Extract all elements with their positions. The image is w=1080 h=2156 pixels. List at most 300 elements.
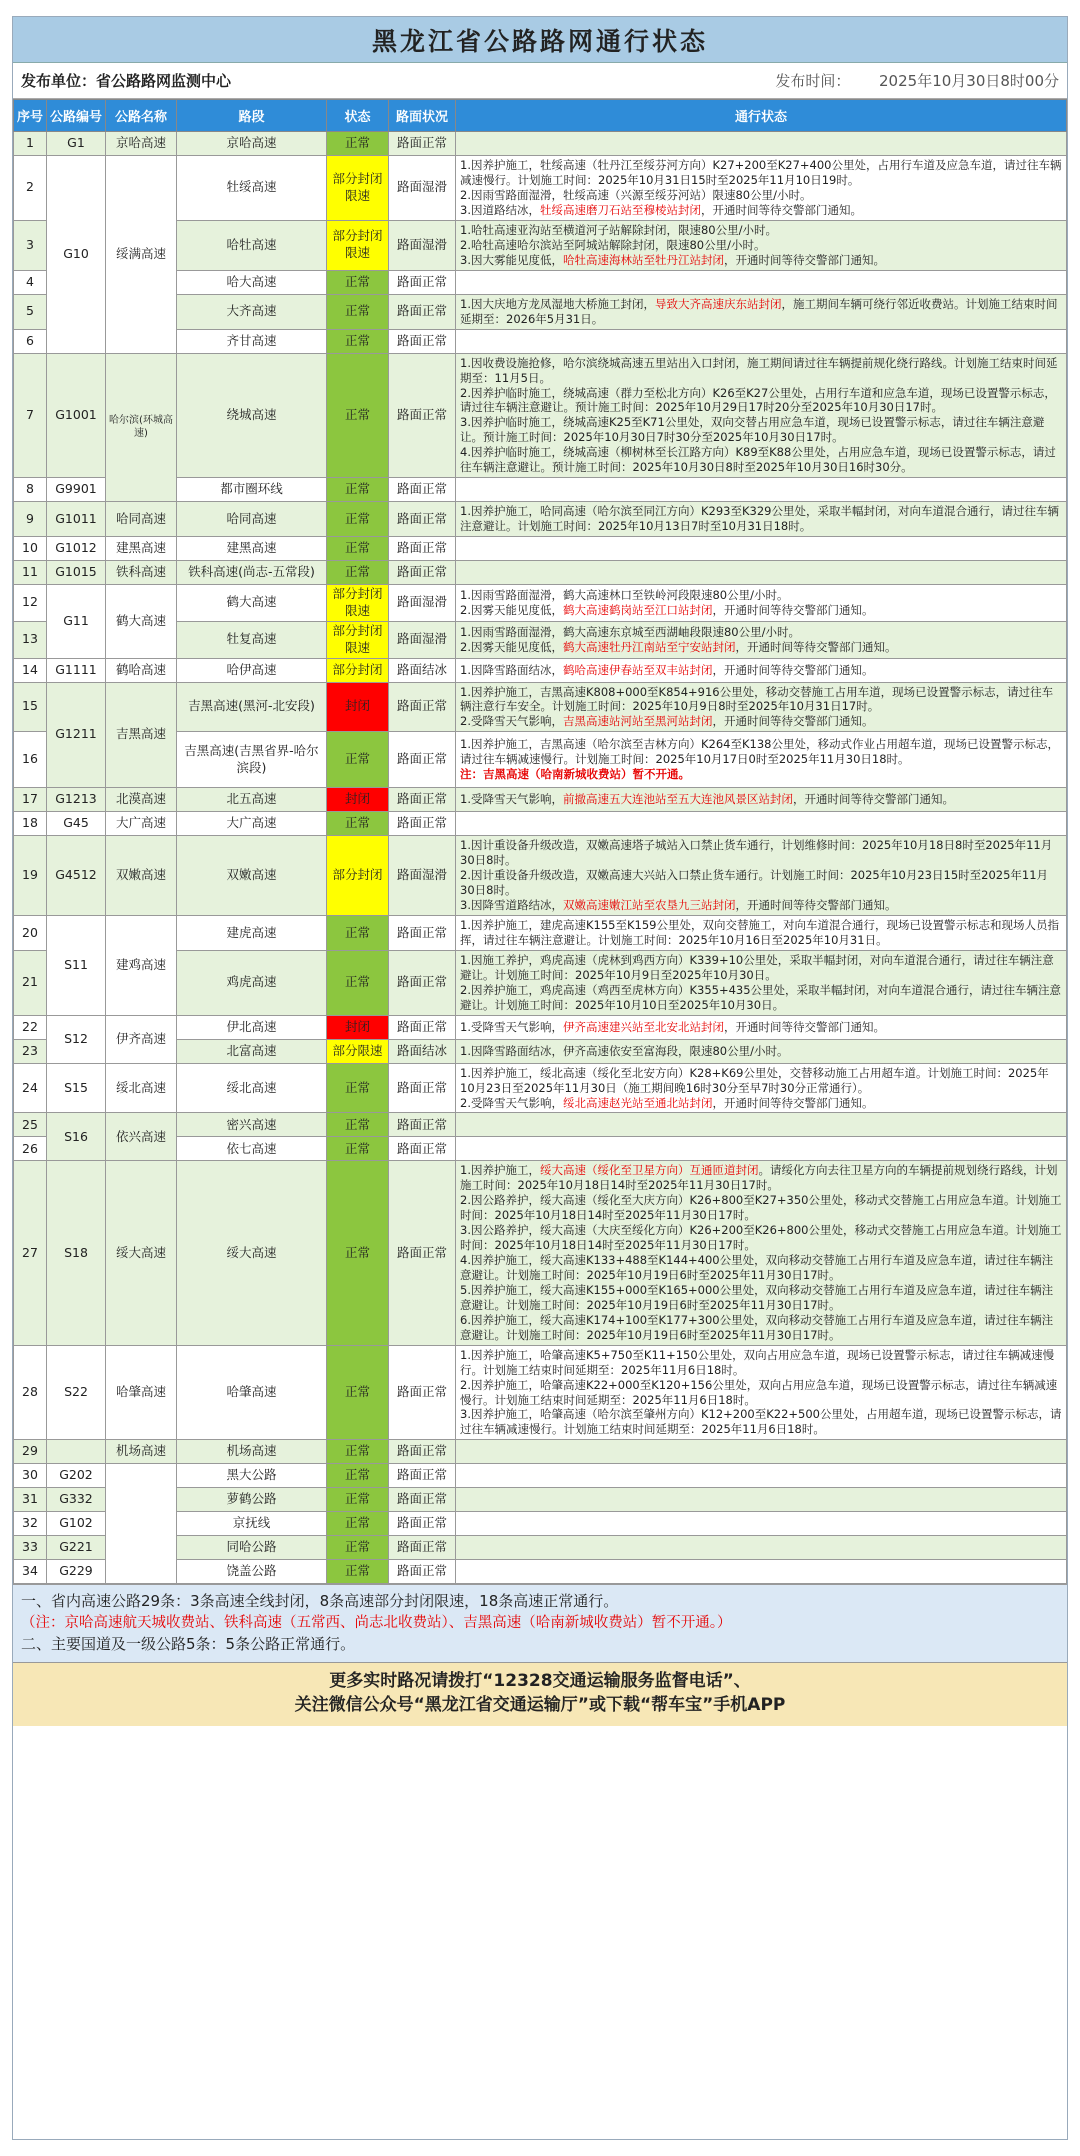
note-line xyxy=(460,898,1062,913)
note-highlight: 注：吉黑高速（哈南新城收费站）暂不开通。 xyxy=(460,767,690,782)
table-row xyxy=(14,1015,1067,1039)
status-badge: 正常 xyxy=(327,502,389,537)
table-row xyxy=(14,658,1067,682)
note-highlight: 哈牡高速海林站至牡丹江站封闭 xyxy=(562,252,724,267)
row-number: 3 xyxy=(14,220,47,270)
note-text: 3.因公路养护，绥大高速（大庆至绥化方向）K26+200至K26+800公里处，移动式交替施工占用应急车道。计划施工时间：2025年10月18日14时至2025年11月30日17时。 xyxy=(460,1223,1062,1253)
road-condition: 路面正常 xyxy=(389,1464,456,1488)
road-condition: 路面正常 xyxy=(389,294,456,329)
note-text: 。请绥化方向去往卫星方向的车辆提前规划绕行路线，计划施工时间：2025年10月18日14时至2025年11月30日17时。 xyxy=(460,1163,1058,1193)
road-segment: 伊北高速 xyxy=(177,1015,327,1039)
note-text: 2.因公路养护，绥大高速（绥化至大庆方向）K26+800至K27+350公里处，移动式交替施工占用应急车道。计划施工时间：2025年10月18日14时至2025年11月30日17时。 xyxy=(460,1193,1062,1223)
road-segment: 吉黑高速(黑河-北安段) xyxy=(177,682,327,732)
road-code: G1111 xyxy=(47,658,106,682)
note-line xyxy=(460,223,1062,238)
road-name: 绥满高速 xyxy=(106,156,177,354)
note-text: 1.因施工养护，鸡虎高速（虎林到鸡西方向）K339+10公里处，采取半幅封闭，对向车道混合通行，请过往车辆注意避让。计划施工时间：2025年10月9日至2025年10月30日。 xyxy=(460,952,1054,982)
road-condition: 路面正常 xyxy=(389,916,456,951)
publish-time: 发布时间： 2025年10月30日8时00分 xyxy=(775,72,1059,90)
row-number: 30 xyxy=(14,1464,47,1488)
row-number: 15 xyxy=(14,682,47,732)
table-row xyxy=(14,1113,1067,1137)
road-code: G1001 xyxy=(47,353,106,478)
note-line xyxy=(460,445,1062,475)
traffic-notes xyxy=(456,132,1067,156)
note-text: ，开通时间等待交警部门通知。 xyxy=(700,202,862,217)
status-badge: 正常 xyxy=(327,294,389,329)
road-name: 吉黑高速 xyxy=(106,682,177,788)
status-badge: 正常 xyxy=(327,1113,389,1137)
note-line xyxy=(460,737,1062,767)
note-highlight: 导致大齐高速庆东站封闭 xyxy=(654,296,782,311)
note-line xyxy=(460,767,1062,782)
row-number: 20 xyxy=(14,916,47,951)
note-text: 2.因养护施工，鸡虎高速（鸡西至虎林方向）K355+435公里处，采取半幅封闭，对向车道混合通行，请过往车辆注意避让。计划施工时间：2025年10月10日至2025年10月30日。 xyxy=(460,982,1062,1012)
road-name: 哈肇高速 xyxy=(106,1345,177,1440)
col-code: 公路编号 xyxy=(47,100,106,132)
road-name: 绥北高速 xyxy=(106,1063,177,1113)
row-number: 1 xyxy=(14,132,47,156)
row-number: 32 xyxy=(14,1512,47,1536)
note-line xyxy=(460,792,1062,807)
note-line xyxy=(460,1407,1062,1437)
traffic-notes xyxy=(456,1345,1067,1440)
road-code: S11 xyxy=(47,916,106,1016)
road-code: G1213 xyxy=(47,788,106,812)
note-line xyxy=(460,918,1062,948)
road-condition: 路面正常 xyxy=(389,502,456,537)
table-row xyxy=(14,1464,1067,1488)
note-text: ，开通时间等待交警部门通知。 xyxy=(723,1019,885,1034)
road-condition: 路面正常 xyxy=(389,1512,456,1536)
traffic-notes xyxy=(456,1560,1067,1584)
note-text: 2.因养护临时施工，绕城高速（群力至松北方向）K26至K27公里处，占用行车道和应急车道，现场已设置警示标志，请过往车辆注意避让。预计施工时间：2025年10月29日17时20分至2025年10月30日17时。 xyxy=(460,385,1056,415)
note-text: 1.因养护施工，吉黑高速（哈尔滨至吉林方向）K264至K138公里处，移动式作业占用超车道，现场已设置警示标志，请过往车辆减速慢行。计划施工时间：2025年10月17日0时至2025年11月30日18时。 xyxy=(460,737,1059,767)
footer-hotline: 更多实时路况请拨打“12328交通运输服务监督电话”、 xyxy=(329,1670,751,1691)
note-line xyxy=(460,1253,1062,1283)
road-segment: 机场高速 xyxy=(177,1440,327,1464)
table-header xyxy=(14,100,1067,132)
note-line xyxy=(460,603,1062,618)
road-condition: 路面正常 xyxy=(389,1536,456,1560)
note-text: 1.因养护施工，建虎高速K155至K159公里处，双向交替施工，对向车道混合通行，现场已设置警示标志和现场人员指挥，请过往车辆注意避让。计划施工时间：2025年10月16日至2025年10月31日。 xyxy=(460,918,1059,947)
status-badge: 部分限速 xyxy=(327,1039,389,1063)
road-segment: 齐甘高速 xyxy=(177,329,327,353)
traffic-notes xyxy=(456,478,1067,502)
row-number: 33 xyxy=(14,1536,47,1560)
road-code: G9901 xyxy=(47,478,106,502)
note-text: 6.因养护施工，绥大高速K174+100至K177+300公里处，双向移动交替施工占用行车道及应急车道，请过往车辆注意避让。计划施工时间：2025年10月19日6时至2025年11月30日17时。 xyxy=(460,1312,1054,1342)
row-number: 25 xyxy=(14,1113,47,1137)
traffic-notes xyxy=(456,1137,1067,1161)
road-condition: 路面正常 xyxy=(389,561,456,585)
note-highlight: 绥北高速赵光站至通北站封闭 xyxy=(562,1095,713,1110)
road-code: G102 xyxy=(47,1512,106,1536)
note-line xyxy=(460,238,1062,253)
road-code: S22 xyxy=(47,1345,106,1440)
table-row xyxy=(14,812,1067,836)
status-badge: 正常 xyxy=(327,1536,389,1560)
row-number: 16 xyxy=(14,732,47,788)
note-text: 5.因养护施工，绥大高速K155+000至K165+000公里处，双向移动交替施工占用行车道及应急车道，请过往车辆注意避让。计划施工时间：2025年10月19日6时至2025年11月30日17时。 xyxy=(460,1282,1054,1312)
road-condition: 路面正常 xyxy=(389,1488,456,1512)
status-badge: 正常 xyxy=(327,1161,389,1345)
road-name: 双嫩高速 xyxy=(106,836,177,916)
road-name: 哈尔滨(环城高速) xyxy=(106,353,177,502)
status-badge: 部分封闭限速 xyxy=(327,621,389,658)
note-line xyxy=(460,1348,1062,1378)
traffic-notes xyxy=(456,537,1067,561)
note-text: 2.因雨雪路面湿滑，牡绥高速（兴源至绥芬河站）限速80公里/小时。 xyxy=(460,187,812,202)
traffic-notes xyxy=(456,682,1067,732)
col-segment: 路段 xyxy=(177,100,327,132)
traffic-notes xyxy=(456,950,1067,1015)
road-condition: 路面湿滑 xyxy=(389,836,456,916)
road-name: 建黑高速 xyxy=(106,537,177,561)
road-segment: 双嫩高速 xyxy=(177,836,327,916)
traffic-notes xyxy=(456,916,1067,951)
note-text: 2.因雾天能见度低， xyxy=(460,639,563,654)
road-segment: 鸡虎高速 xyxy=(177,950,327,1015)
traffic-notes xyxy=(456,1039,1067,1063)
note-line xyxy=(460,1193,1062,1223)
road-condition: 路面正常 xyxy=(389,537,456,561)
note-text: 1.因雨雪路面湿滑，鹤大高速东京城至西湖岫段限速80公里/小时。 xyxy=(460,624,800,639)
road-name: 北漠高速 xyxy=(106,788,177,812)
status-badge: 正常 xyxy=(327,950,389,1015)
note-text: ，开通时间等待交警部门通知。 xyxy=(712,1095,874,1110)
note-text: 1.哈牡高速亚沟站至横道河子站解除封闭，限速80公里/小时。 xyxy=(460,222,777,237)
road-segment: 建虎高速 xyxy=(177,916,327,951)
note-line xyxy=(460,297,1062,327)
road-segment: 依七高速 xyxy=(177,1137,327,1161)
road-segment: 京哈高速 xyxy=(177,132,327,156)
road-condition: 路面正常 xyxy=(389,732,456,788)
row-number: 8 xyxy=(14,478,47,502)
note-text: 1.因雨雪路面湿滑，鹤大高速林口至铁岭河段限速80公里/小时。 xyxy=(460,587,789,602)
row-number: 4 xyxy=(14,270,47,294)
table-row xyxy=(14,353,1067,478)
note-highlight: 绥大高速（绥化至卫星方向）互通匝道封闭 xyxy=(539,1163,759,1178)
footer-app: 关注微信公众号“黑龙江省交通运输厅”或下载“帮车宝”手机APP xyxy=(294,1695,786,1716)
road-code: G11 xyxy=(47,585,106,659)
road-condition: 路面正常 xyxy=(389,270,456,294)
road-segment: 绕城高速 xyxy=(177,353,327,478)
note-line xyxy=(460,588,1062,603)
road-segment: 京抚线 xyxy=(177,1512,327,1536)
note-line xyxy=(460,1163,1062,1193)
road-code: G221 xyxy=(47,1536,106,1560)
road-condition: 路面正常 xyxy=(389,353,456,478)
road-code: G1012 xyxy=(47,537,106,561)
road-code: G332 xyxy=(47,1488,106,1512)
note-line xyxy=(460,1378,1062,1408)
note-line xyxy=(460,1313,1062,1343)
note-line xyxy=(460,685,1062,715)
note-text: 1.受降雪天气影响， xyxy=(460,792,563,807)
note-text: 3.因养护施工，哈肇高速（哈尔滨至肇州方向）K12+200至K22+500公里处，占用超车道，现场已设置警示标志，请过往车辆减速慢行。计划施工结束时间延期至：2025年11月6日18时。 xyxy=(460,1407,1062,1437)
note-line xyxy=(460,203,1062,218)
status-badge: 正常 xyxy=(327,1345,389,1440)
row-number: 23 xyxy=(14,1039,47,1063)
note-line xyxy=(460,158,1062,188)
note-text: ，开通时间等待交警部门通知。 xyxy=(792,792,954,807)
road-segment: 黑大公路 xyxy=(177,1464,327,1488)
road-code: G1 xyxy=(47,132,106,156)
status-badge: 正常 xyxy=(327,812,389,836)
traffic-notes xyxy=(456,732,1067,788)
road-code: G10 xyxy=(47,156,106,354)
status-badge: 正常 xyxy=(327,1560,389,1584)
traffic-notes xyxy=(456,812,1067,836)
row-number: 10 xyxy=(14,537,47,561)
table-row xyxy=(14,132,1067,156)
summary-note: （注：京哈高速航天城收费站、铁科高速（五常西、尚志北收费站）、吉黑高速（哈南新城收费站）暂不开通。） xyxy=(21,1615,732,1632)
row-number: 22 xyxy=(14,1015,47,1039)
status-badge: 正常 xyxy=(327,132,389,156)
page-title: 黑龙江省公路路网通行状态 xyxy=(13,17,1067,63)
note-highlight: 吉黑高速站河站至黑河站封闭 xyxy=(562,714,713,729)
road-segment: 哈肇高速 xyxy=(177,1345,327,1440)
road-condition: 路面正常 xyxy=(389,950,456,1015)
row-number: 12 xyxy=(14,585,47,622)
row-number: 17 xyxy=(14,788,47,812)
road-condition: 路面正常 xyxy=(389,682,456,732)
row-number: 29 xyxy=(14,1440,47,1464)
road-name: 绥大高速 xyxy=(106,1161,177,1345)
status-badge: 正常 xyxy=(327,353,389,478)
road-name: 鹤大高速 xyxy=(106,585,177,659)
note-text: ，开通时间等待交警部门通知。 xyxy=(735,639,897,654)
road-code: G229 xyxy=(47,1560,106,1584)
status-badge: 正常 xyxy=(327,561,389,585)
traffic-notes xyxy=(456,658,1067,682)
traffic-notes xyxy=(456,1488,1067,1512)
road-segment: 北富高速 xyxy=(177,1039,327,1063)
traffic-notes xyxy=(456,788,1067,812)
status-badge: 正常 xyxy=(327,1440,389,1464)
road-segment: 绥大高速 xyxy=(177,1161,327,1345)
note-line xyxy=(460,356,1062,386)
table-row xyxy=(14,836,1067,916)
publish-info xyxy=(13,63,1067,99)
row-number: 6 xyxy=(14,329,47,353)
road-segment: 密兴高速 xyxy=(177,1113,327,1137)
publisher: 发布单位：省公路路网监测中心 xyxy=(21,72,232,90)
road-code: S12 xyxy=(47,1015,106,1063)
road-segment: 铁科高速(尚志-五常段) xyxy=(177,561,327,585)
row-number: 19 xyxy=(14,836,47,916)
row-number: 18 xyxy=(14,812,47,836)
road-segment: 吉黑高速(吉黑省界-哈尔滨段) xyxy=(177,732,327,788)
note-text: 1.因养护施工，牡绥高速（牡丹江至绥芬河方向）K27+200至K27+400公里处，占用行车道及应急车道，请过往车辆减速慢行。计划施工时间：2025年10月31日15时至2025年11月10日19时。 xyxy=(460,158,1062,187)
row-number: 14 xyxy=(14,658,47,682)
table-row xyxy=(14,788,1067,812)
road-condition: 路面正常 xyxy=(389,1137,456,1161)
road-condition: 路面正常 xyxy=(389,788,456,812)
note-highlight: 前撤高速五大连池站至五大连池风景区站封闭 xyxy=(562,792,793,807)
table-row xyxy=(14,1161,1067,1345)
note-line xyxy=(460,1283,1062,1313)
note-text: 3.因道路结冰， xyxy=(460,202,540,217)
note-line xyxy=(460,1066,1062,1096)
road-name: 哈同高速 xyxy=(106,502,177,537)
road-name: 鹤哈高速 xyxy=(106,658,177,682)
road-condition: 路面正常 xyxy=(389,1345,456,1440)
note-text: 1.受降雪天气影响， xyxy=(460,1019,563,1034)
table-row xyxy=(14,1345,1067,1440)
row-number: 21 xyxy=(14,950,47,1015)
status-badge: 正常 xyxy=(327,537,389,561)
row-number: 5 xyxy=(14,294,47,329)
road-segment: 北五高速 xyxy=(177,788,327,812)
road-segment: 哈大高速 xyxy=(177,270,327,294)
note-text: 3.因大雾能见度低， xyxy=(460,252,563,267)
status-badge: 正常 xyxy=(327,1464,389,1488)
note-text: 1.因养护施工， xyxy=(460,1163,540,1178)
road-condition: 路面正常 xyxy=(389,478,456,502)
note-text: 2.受降雪天气影响， xyxy=(460,1095,563,1110)
note-text: 1.因计重设备升级改造，双嫩高速塔子城站入口禁止货车通行，计划维修时间：2025年10月18日8时至2025年11月30日8时。 xyxy=(460,838,1053,868)
note-line xyxy=(460,1044,1062,1059)
table-row xyxy=(14,537,1067,561)
note-text: ，施工期间车辆可绕行邻近收费站。计划施工结束时间延期至：2026年5月31日。 xyxy=(460,296,1058,326)
traffic-notes xyxy=(456,502,1067,537)
status-badge: 正常 xyxy=(327,1137,389,1161)
road-segment: 建黑高速 xyxy=(177,537,327,561)
traffic-notes xyxy=(456,1113,1067,1137)
road-condition: 路面正常 xyxy=(389,132,456,156)
note-line xyxy=(460,983,1062,1013)
traffic-notes xyxy=(456,621,1067,658)
road-name: 建鸡高速 xyxy=(106,916,177,1016)
note-highlight: 伊齐高速建兴站至北安北站封闭 xyxy=(562,1019,724,1034)
note-highlight: 鹤大高速牡丹江南站至宁安站封闭 xyxy=(562,639,736,654)
note-text: 1.因降雪路面结冰，伊齐高速依安至富海段，限速80公里/小时。 xyxy=(460,1043,789,1058)
road-condition: 路面结冰 xyxy=(389,658,456,682)
note-line xyxy=(460,1020,1062,1035)
note-highlight: 牡绥高速磨刀石站至穆棱站封闭 xyxy=(539,202,701,217)
note-text: ，开通时间等待交警部门通知。 xyxy=(723,252,885,267)
road-code: G45 xyxy=(47,812,106,836)
row-number: 31 xyxy=(14,1488,47,1512)
note-text: 2.因养护施工，哈肇高速K22+000至K120+156公里处，双向占用应急车道，现场已设置警示标志，请过往车辆减速慢行。计划施工结束时间延期至：2025年11月6日18时。 xyxy=(460,1377,1058,1407)
traffic-notes xyxy=(456,329,1067,353)
row-number: 34 xyxy=(14,1560,47,1584)
traffic-notes xyxy=(456,1161,1067,1345)
note-line xyxy=(460,640,1062,655)
status-badge: 正常 xyxy=(327,732,389,788)
road-condition: 路面湿滑 xyxy=(389,585,456,622)
road-condition: 路面正常 xyxy=(389,1015,456,1039)
road-segment: 牡复高速 xyxy=(177,621,327,658)
note-line xyxy=(460,868,1062,898)
row-number: 9 xyxy=(14,502,47,537)
road-condition: 路面正常 xyxy=(389,329,456,353)
status-badge: 正常 xyxy=(327,329,389,353)
status-badge: 封闭 xyxy=(327,1015,389,1039)
row-number: 7 xyxy=(14,353,47,478)
note-line xyxy=(460,253,1062,268)
note-line xyxy=(460,838,1062,868)
road-segment: 饶盖公路 xyxy=(177,1560,327,1584)
traffic-notes xyxy=(456,561,1067,585)
table-row xyxy=(14,156,1067,221)
row-number: 28 xyxy=(14,1345,47,1440)
row-number: 24 xyxy=(14,1063,47,1113)
road-condition: 路面正常 xyxy=(389,1560,456,1584)
road-name: 机场高速 xyxy=(106,1440,177,1464)
traffic-status-sheet xyxy=(12,16,1068,2140)
table-row xyxy=(14,585,1067,622)
status-badge: 正常 xyxy=(327,916,389,951)
footer-contact xyxy=(13,1662,1067,1726)
road-segment: 哈牡高速 xyxy=(177,220,327,270)
table-row xyxy=(14,916,1067,951)
road-segment: 都市圈环线 xyxy=(177,478,327,502)
note-text: ，开通时间等待交警部门通知。 xyxy=(712,662,874,677)
note-text: 3.因降雪道路结冰， xyxy=(460,898,563,913)
note-text: 4.因养护临时施工，绕城高速（柳树林至长江路方向）K89至K88公里处，占用应急车道，现场已设置警示标志，请过往车辆注意避让。预计施工时间：2025年10月30日8时至2025年10月30日16时30分。 xyxy=(460,445,1056,475)
road-segment: 哈伊高速 xyxy=(177,658,327,682)
note-text: 3.因养护临时施工，绕城高速K25至K71公里处，双向交替占用应急车道，现场已设置警示标志，请过往车辆注意避让。预计施工时间：2025年10月30日7时30分至2025年10月30日17时。 xyxy=(460,415,1045,445)
road-segment: 牡绥高速 xyxy=(177,156,327,221)
table-row xyxy=(14,502,1067,537)
traffic-notes xyxy=(456,1512,1067,1536)
road-code: S15 xyxy=(47,1063,106,1113)
status-badge: 部分封闭 xyxy=(327,658,389,682)
road-condition: 路面正常 xyxy=(389,1161,456,1345)
note-line xyxy=(460,504,1062,534)
road-name: 铁科高速 xyxy=(106,561,177,585)
summary xyxy=(13,1584,1067,1662)
note-highlight: 鹤大高速鹤岗站至江口站封闭 xyxy=(562,602,713,617)
table-row xyxy=(14,1063,1067,1113)
note-text: 1.因养护施工，吉黑高速K808+000至K854+916公里处，移动交替施工占用车道，现场已设置警示标志，请过往车辆注意行车安全。计划施工时间：2025年10月9日8时至2025年10月31日17时。 xyxy=(460,684,1054,714)
status-badge: 正常 xyxy=(327,1512,389,1536)
status-badge: 部分封闭限速 xyxy=(327,156,389,221)
summary-national-roads: 二、主要国道及一级公路5条：5条公路正常通行。 xyxy=(21,1635,356,1654)
col-road-condition: 路面状况 xyxy=(389,100,456,132)
note-line xyxy=(460,625,1062,640)
note-text: ，开通时间等待交警部门通知。 xyxy=(735,898,897,913)
note-line xyxy=(460,1096,1062,1111)
traffic-notes xyxy=(456,220,1067,270)
road-condition: 路面湿滑 xyxy=(389,621,456,658)
road-code: G202 xyxy=(47,1464,106,1488)
note-line xyxy=(460,188,1062,203)
status-badge: 正常 xyxy=(327,1488,389,1512)
traffic-notes xyxy=(456,294,1067,329)
road-code: G1015 xyxy=(47,561,106,585)
status-badge: 封闭 xyxy=(327,682,389,732)
note-text: 1.因养护施工，绥北高速（绥化至北安方向）K28+K69公里处，交替移动施工占用超车道。计划施工时间：2025年10月23日至2025年11月30日（施工期间晚16时30分至早7时30分正常通行）。 xyxy=(460,1065,1049,1095)
note-text: 1.因降雪路面结冰， xyxy=(460,662,563,677)
note-text: ，开通时间等待交警部门通知。 xyxy=(712,602,874,617)
note-text: 1.因养护施工，哈肇高速K5+750至K11+150公里处，双向占用应急车道，现场已设置警示标志，请过往车辆减速慢行。计划施工结束时间延期至：2025年11月6日18时。 xyxy=(460,1347,1055,1377)
road-segment: 同哈公路 xyxy=(177,1536,327,1560)
note-line xyxy=(460,953,1062,983)
road-condition: 路面正常 xyxy=(389,1063,456,1113)
table-row xyxy=(14,1440,1067,1464)
note-text: 4.因养护施工，绥大高速K133+488至K144+400公里处，双向移动交替施工占用行车道及应急车道，请过往车辆注意避让。计划施工时间：2025年10月19日6时至2025年11月30日17时。 xyxy=(460,1253,1054,1282)
note-line xyxy=(460,386,1062,416)
traffic-notes xyxy=(456,1536,1067,1560)
note-line xyxy=(460,714,1062,729)
road-code xyxy=(47,1440,106,1464)
col-no: 序号 xyxy=(14,100,47,132)
note-text: 2.因雾天能见度低， xyxy=(460,602,563,617)
